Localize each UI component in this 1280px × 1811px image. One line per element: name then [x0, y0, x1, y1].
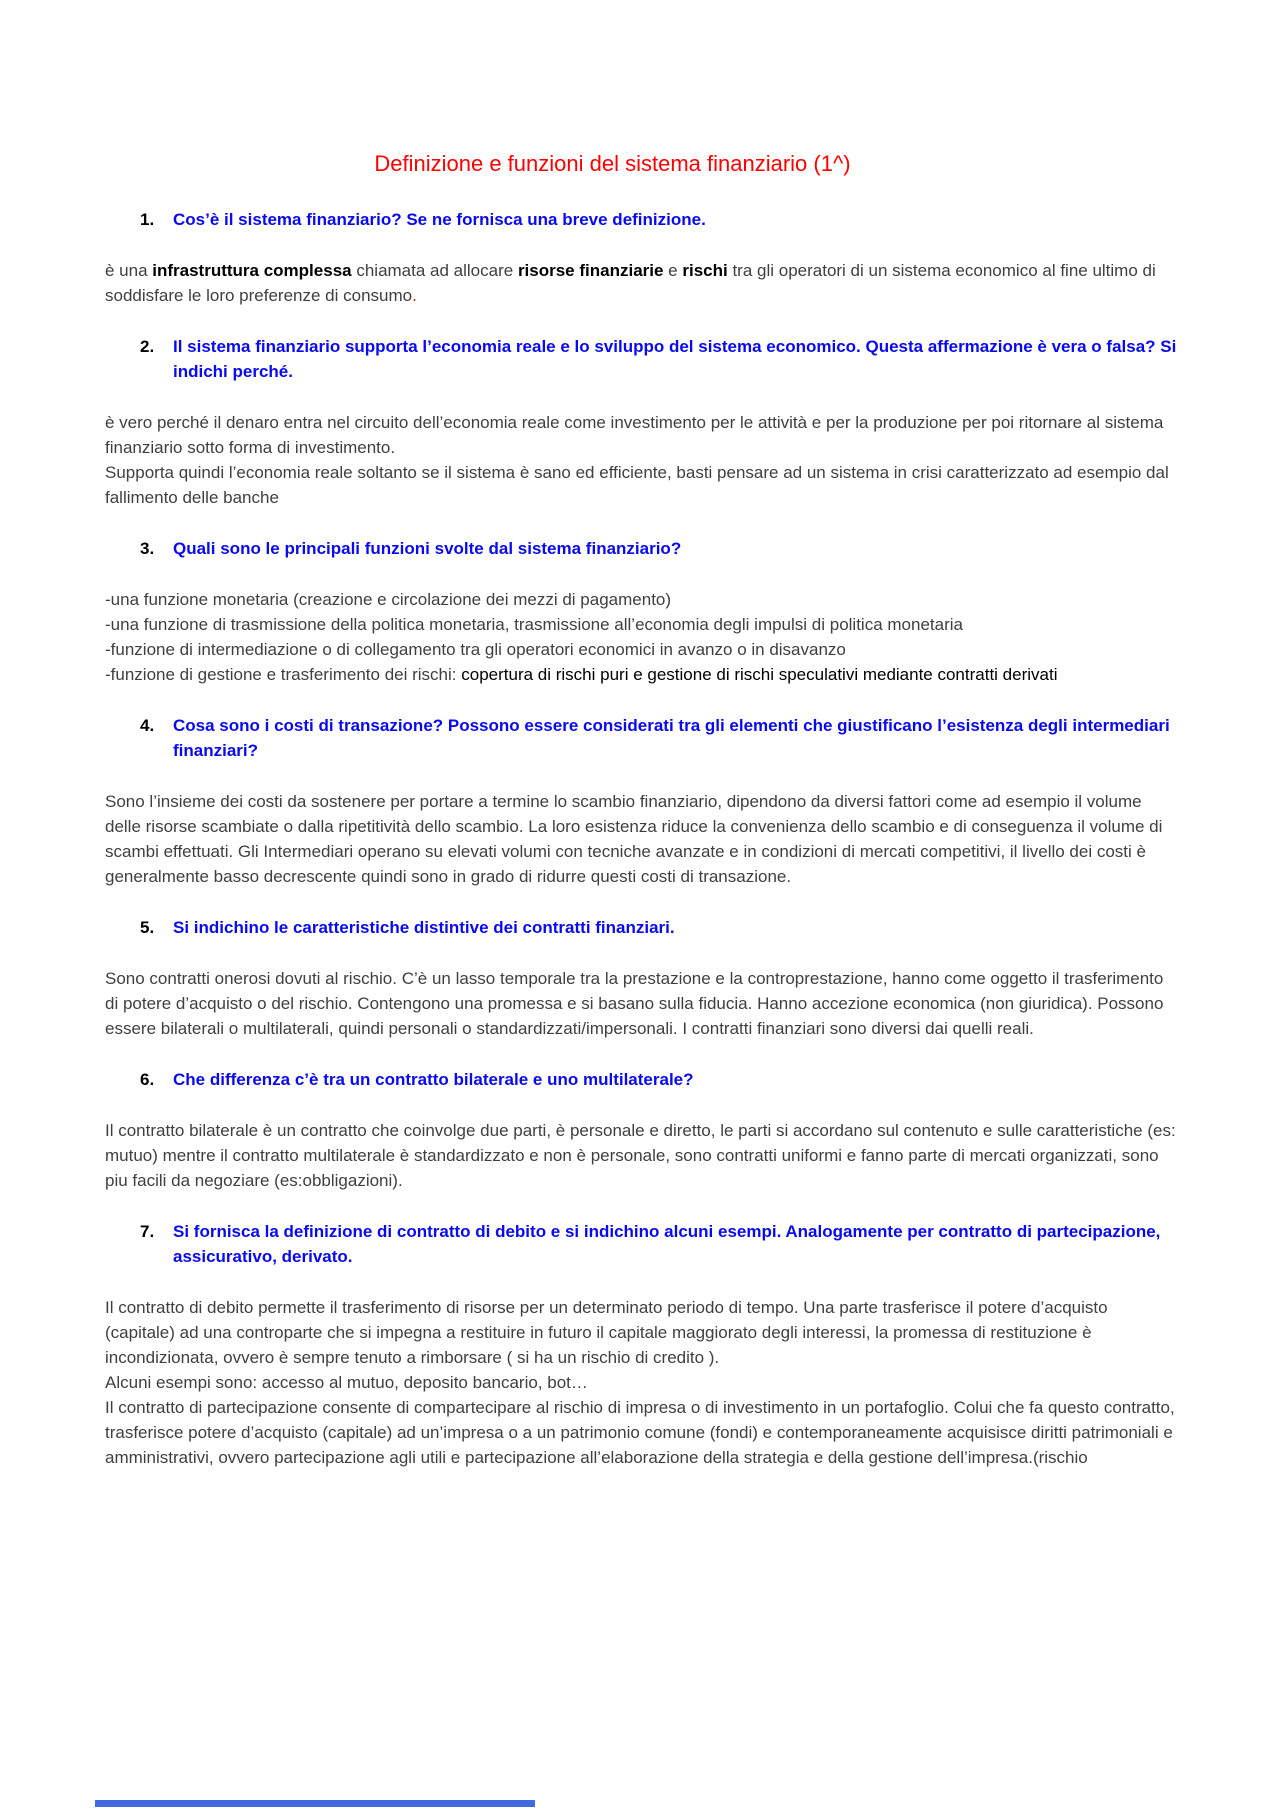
qa-item — [105, 536, 1180, 687]
question-text: Cosa sono i costi di transazione? Possono essere considerati tra gli elementi che giustificano l’esistenza degli intermediari finanziari? — [173, 716, 1170, 760]
qa-item — [105, 207, 1180, 308]
answer-text: Sono contratti onerosi dovuti al rischio. C’è un lasso temporale tra la prestazione e la controprestazione, hanno come oggetto il trasferimento di potere d’acquisto o del rischio. Contengono una promessa e si basano sulla fiducia. Hanno accezione economica (non giuridica). Possono essere bilaterali o multilaterali, quindi personali o standardizzati/impersonali. I contratti finanziari sono diversi dai quelli reali. — [105, 969, 1164, 1038]
question-number: 5. — [140, 918, 155, 937]
question-number: 4. — [140, 716, 155, 735]
answer-text: Il contratto di debito permette il trasferimento di risorse per un determinato periodo di tempo. Una parte trasferisce il potere d’acquisto (capitale) ad una controparte che si impegna a restituire in futuro il capitale maggiorato degli interessi, la promessa di restituzione è incondizionata, ovvero è sempre tenuto a rimborsare ( si ha un rischio di credito ). Alcuni esempi sono: accesso al mutuo, deposito bancario, bot… Il contratto di partecipazione consente di compartecipare al rischio di impresa o di investimento in un portafoglio. Colui che fa questo contratto, trasferisce potere d’acquisto (capitale) ad un’impresa o a un patrimonio comune (fondi) e contemporaneamente acquisisce diritti patrimoniali e amministrativi, ovvero partecipazione agli utili e partecipazione all’elaborazione della strategia e della gestione dell’impresa.(rischio — [105, 1298, 1175, 1467]
qa-item — [105, 1219, 1180, 1470]
question-number: 3. — [140, 539, 155, 558]
question-number: 7. — [140, 1222, 155, 1241]
question-number: 2. — [140, 337, 155, 356]
question-number: 6. — [140, 1070, 155, 1089]
answer-text: Sono l’insieme dei costi da sostenere per portare a termine lo scambio finanziario, dipendono da diversi fattori come ad esempio il volume delle risorse scambiate o dalla ripetitività dello scambio. La loro esistenza riduce la convenienza dello scambio e di conseguenza il volume di scambi effettuati. Gli Intermediari operano su elevati volumi con tecniche avanzate e in condizioni di mercati competitivi, il livello dei costi è generalmente basso decrescente quindi sono in grado di ridurre questi costi di transazione. — [105, 792, 1163, 886]
question-row — [105, 1219, 1180, 1269]
question-row — [105, 536, 1180, 561]
document-title: Definizione e funzioni del sistema finanziario (1^) — [374, 151, 851, 176]
answer-text: è una infrastruttura complessa chiamata ad allocare risorse finanziarie e rischi tra gli operatori di un sistema economico al fine ultimo di soddisfare le loro preferenze di consumo. — [105, 261, 1156, 305]
question-row — [105, 1067, 1180, 1092]
question-number: 1. — [140, 210, 155, 229]
question-text: Quali sono le principali funzioni svolte dal sistema finanziario? — [173, 539, 682, 558]
question-text: Che differenza c’è tra un contratto bilaterale e uno multilaterale? — [173, 1070, 694, 1089]
answer-text: Il contratto bilaterale è un contratto che coinvolge due parti, è personale e diretto, le parti si accordano sul contenuto e sulle caratteristiche (es: mutuo) mentre il contratto multilaterale è standardizzato e non è personale, sono contratti uniformi e fanno parte di mercati organizzati, sono piu facili da negoziare (es:obbligazioni). — [105, 1121, 1176, 1190]
answer-text: -una funzione monetaria (creazione e circolazione dei mezzi di pagamento) -una funzione di trasmissione della politica monetaria, trasmissione all’economia degli impulsi di politica monetaria -funzione di intermediazione o di collegamento tra gli operatori economici in avanzo o in disavanzo -funzione di gestione e trasferimento dei rischi: copertura di rischi puri e gestione di rischi speculativi mediante contratti derivati — [105, 590, 1058, 684]
question-text: Si indichino le caratteristiche distintive dei contratti finanziari. — [173, 918, 675, 937]
question-text: Si fornisca la definizione di contratto di debito e si indichino alcuni esempi. Analogamente per contratto di partecipazione, assicurativo, derivato. — [173, 1222, 1161, 1266]
qa-item — [105, 915, 1180, 1041]
bottom-accent-bar — [95, 1800, 535, 1807]
question-row — [105, 207, 1180, 232]
question-text: Il sistema finanziario supporta l’economia reale e lo sviluppo del sistema economico. Questa affermazione è vera o falsa? Si indichi perché. — [173, 337, 1177, 381]
document-content — [105, 207, 1180, 1470]
question-row — [105, 915, 1180, 940]
question-text: Cos’è il sistema finanziario? Se ne fornisca una breve definizione. — [173, 210, 706, 229]
question-row — [105, 334, 1180, 384]
answer-text: è vero perché il denaro entra nel circuito dell’economia reale come investimento per le attività e per la produzione per poi ritornare al sistema finanziario sotto forma di investimento. Supporta quindi l’economia reale soltanto se il sistema è sano ed efficiente, basti pensare ad un sistema in crisi caratterizzato ad esempio dal fallimento delle banche — [105, 413, 1169, 507]
qa-item — [105, 1067, 1180, 1193]
qa-item — [105, 334, 1180, 510]
question-row — [105, 713, 1180, 763]
qa-item — [105, 713, 1180, 889]
